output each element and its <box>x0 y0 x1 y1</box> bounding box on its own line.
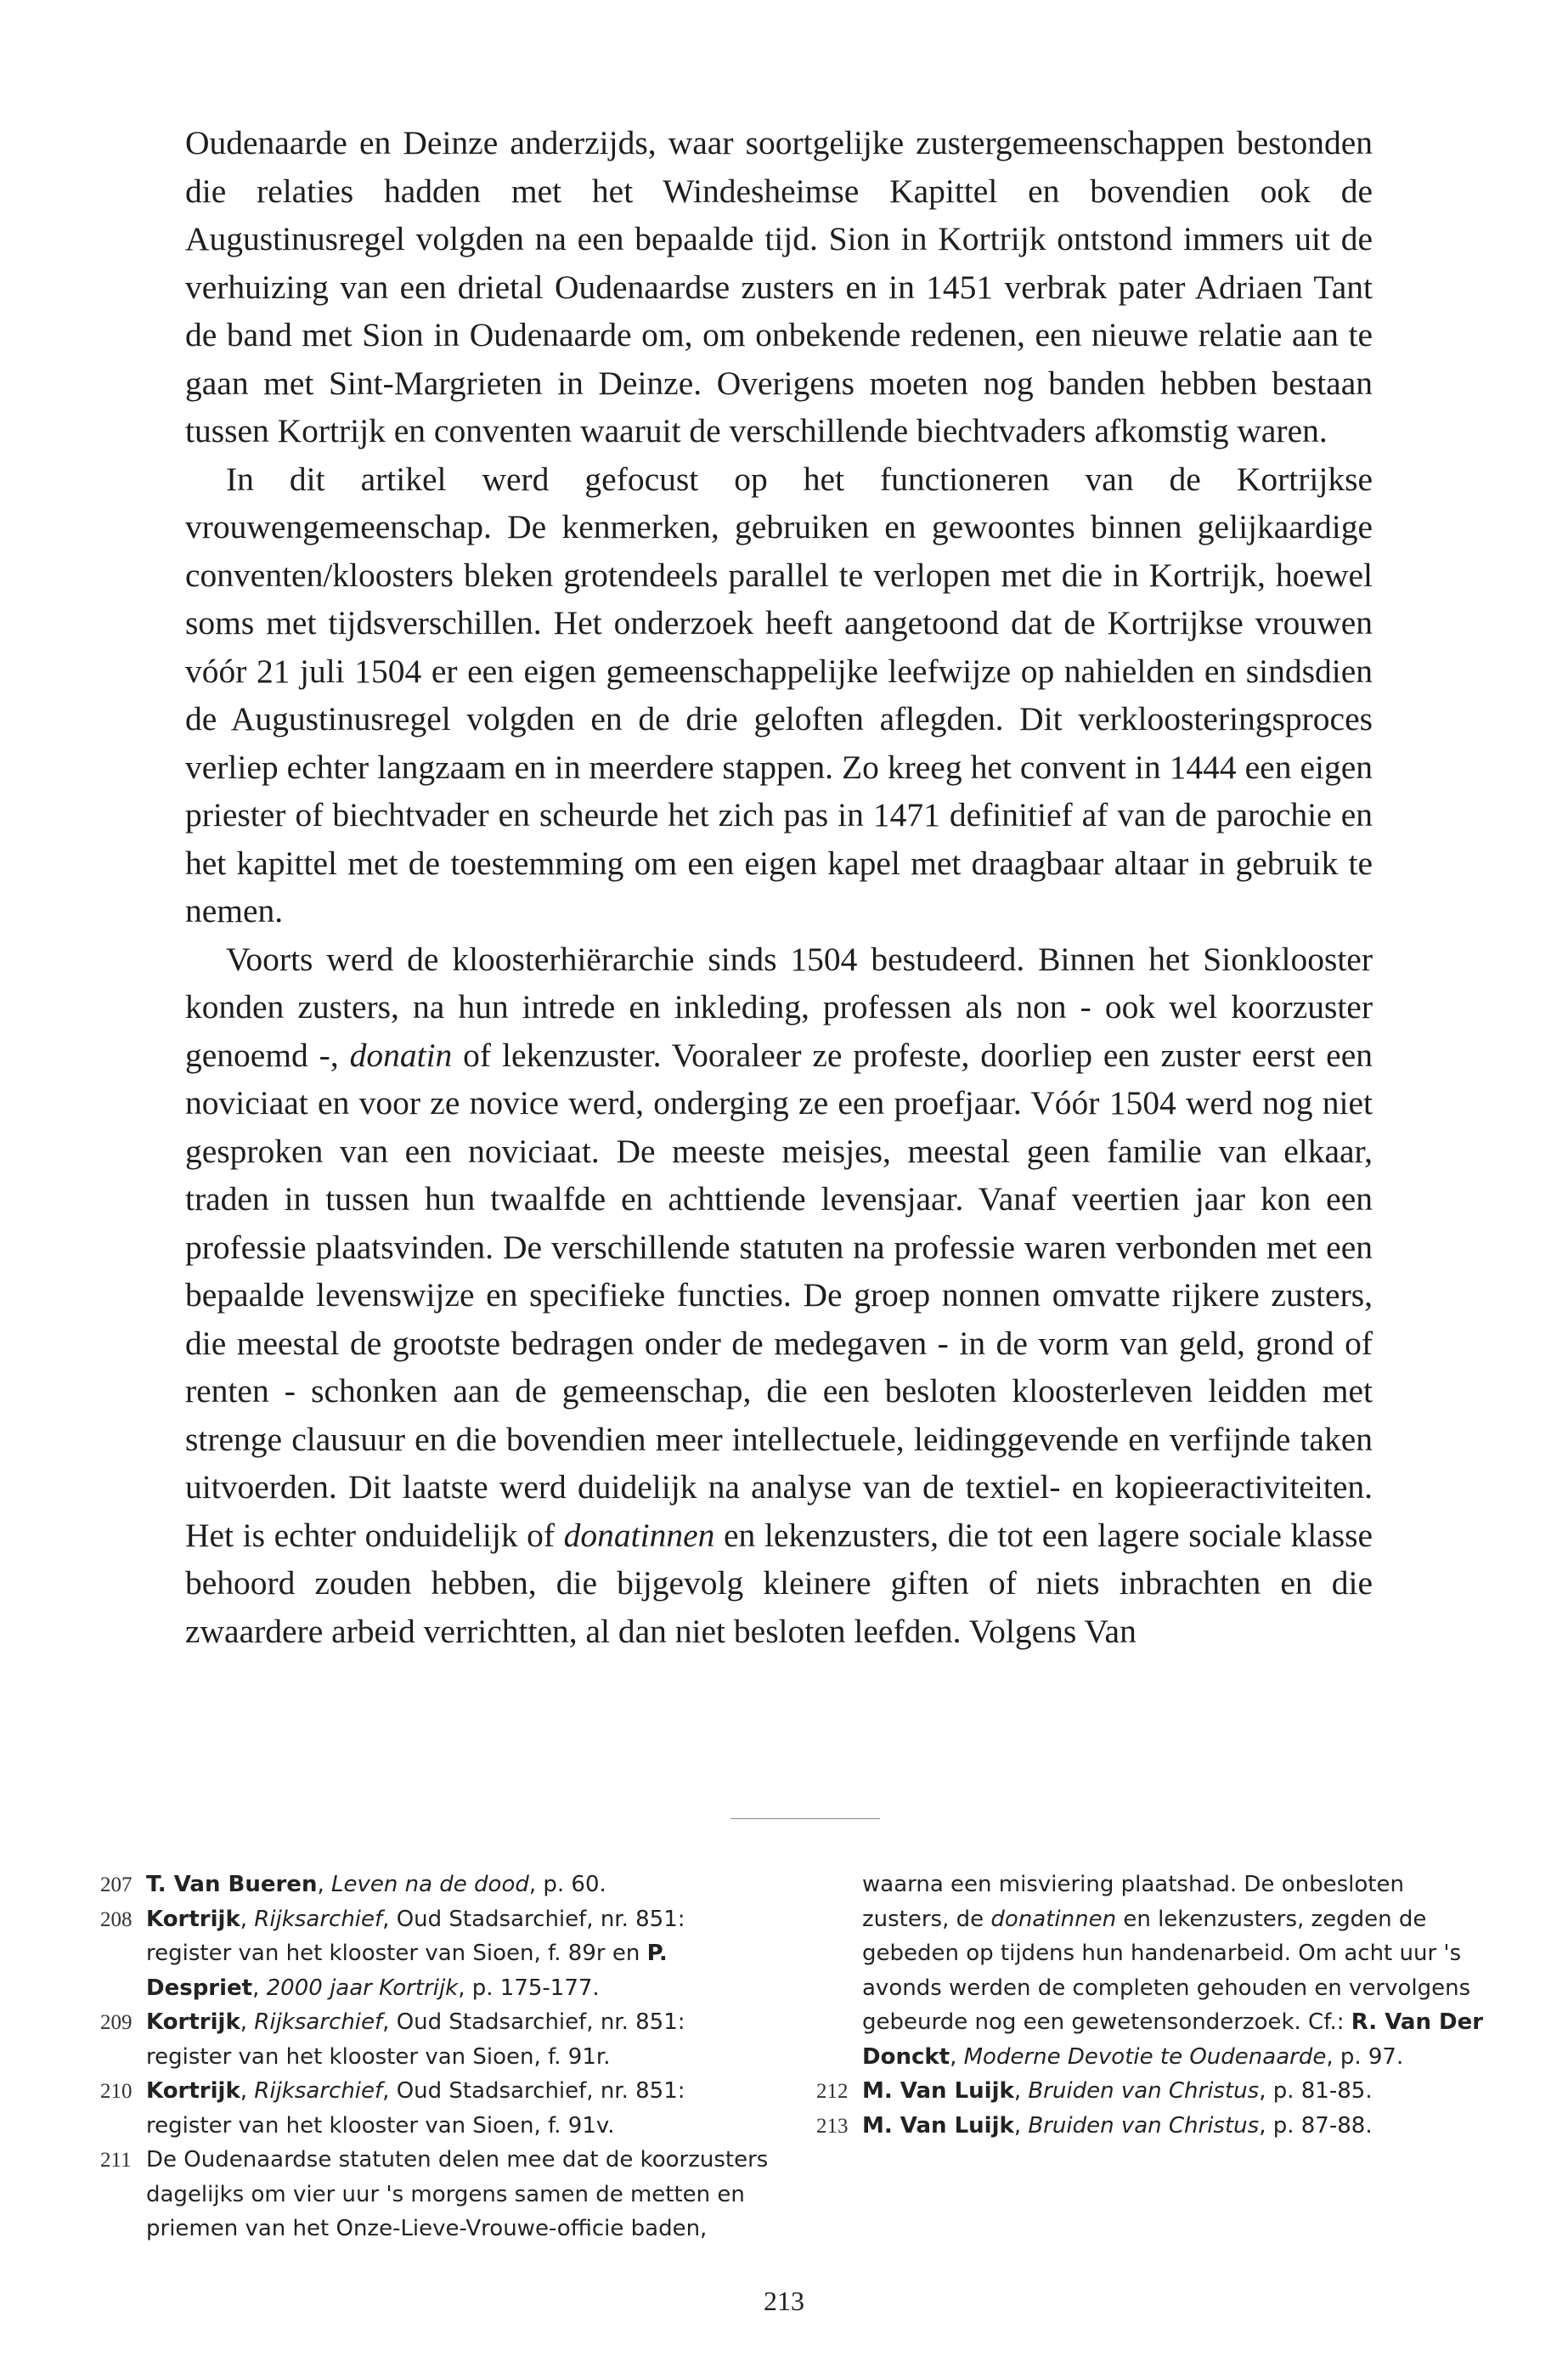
footnote-separator-comma: , <box>950 2043 964 2070</box>
footnote-italic-term: donatinnen <box>990 1906 1117 1932</box>
footnote-213 <box>816 2109 1493 2144</box>
paragraph-3 <box>185 935 1373 1656</box>
footnote-rest: , p. 175-177. <box>458 1975 600 2001</box>
footnote-title: Bruiden van Christus <box>1028 2112 1260 2139</box>
footnote-rest: , Oud Stadsarchief, nr. 851: register van het klooster van Sioen, f. 89r en <box>146 1906 685 1966</box>
footnote-212 <box>816 2074 1493 2109</box>
footnote-number: 209 <box>100 2011 133 2034</box>
paragraph-3-text-c: en lekenzusters, die tot een lagere sociale klasse behoord zouden hebben, die bijgevolg kleinere giften of niets inbrachten en die zwaardere arbeid verrichtten, al dan niet besloten leefden. Volgens Van <box>185 1516 1373 1650</box>
footnote-number: 210 <box>100 2080 133 2103</box>
footnote-number: 213 <box>816 2114 849 2138</box>
footnote-title: Rijksarchief <box>254 1906 383 1932</box>
footnote-separator-comma: , <box>252 1975 267 2001</box>
footnote-title: Leven na de dood <box>330 1872 529 1897</box>
paragraph-3-text-a: Voorts werd de kloosterhiërarchie sinds 1504 bestudeerd. Binnen het Sionklooster konden zusters, na hun intrede en inkleding, professen als non - ook wel koorzuster genoemd -, <box>185 940 1373 1074</box>
footnote-author: M. Van Luijk <box>862 2112 1014 2139</box>
footnote-208 <box>100 1902 777 2006</box>
footnote-separator-comma: , <box>317 1872 331 1897</box>
footnote-rest: , p. 97. <box>1326 2043 1404 2070</box>
paragraph-2 <box>185 455 1373 935</box>
footnote-author: Kortrijk <box>146 2078 240 2104</box>
footnote-title: Rijksarchief <box>254 2078 383 2104</box>
footnote-author: R. Van Der Donckt <box>862 2009 1484 2070</box>
footnote-separator-comma: , <box>240 1906 255 1932</box>
footnote-author: Kortrijk <box>146 2009 240 2035</box>
footnote-author: P. Despriet <box>146 1941 668 2001</box>
footnote-separator-comma: , <box>240 2078 255 2104</box>
footnote-separator-comma: , <box>1013 2078 1029 2104</box>
footnote-number: 211 <box>100 2149 132 2172</box>
footnote-author: T. Van Bueren <box>146 1872 318 1897</box>
footnote-rest: , p. 81-85. <box>1259 2078 1373 2104</box>
footnote-210 <box>100 2074 777 2143</box>
footnote-text: en lekenzusters, zegden de gebeden op tijdens hun handenarbeid. Om acht uur 's avonds werden de completen gehouden en vervolgens gebeurde nog een gewetensonderzoek. Cf.: <box>862 1906 1471 2035</box>
footnote-title: Rijksarchief <box>254 2009 383 2035</box>
footnote-207 <box>100 1868 777 1902</box>
footnote-209 <box>100 2005 777 2074</box>
footnote-rest: , p. 87-88. <box>1259 2112 1373 2139</box>
footnote-text: De Oudenaardse statuten delen mee dat de koorzusters dagelijks om vier uur 's morgens samen de metten en priemen van het Onze-Lieve-Vrouwe-officie baden, waarna een misviering plaatshad. De onbesloten zusters, de <box>146 1872 1404 2241</box>
footnote-separator-comma: , <box>240 2009 255 2035</box>
paragraph-3-italic-donatin: donatin <box>349 1036 453 1074</box>
footnote-rest: , p. 60. <box>528 1872 606 1897</box>
paragraph-1-text: Oudenaarde en Deinze anderzijds, waar soortgelijke zustergemeenschappen bestonden die relaties hadden met het Windesheimse Kapittel en bovendien ook de Augustinusregel volgden na een bepaalde tijd. Sion in Kortrijk ontstond immers uit de verhuizing van een drietal Oudenaardse zusters en in 1451 verbrak pater Adriaen Tant de band met Sion in Oudenaarde om, om onbekende redenen, een nieuwe relatie aan te gaan met Sint-Margrieten in Deinze. Overigens moeten nog banden hebben bestaan tussen Kortrijk en conventen waaruit de verschillende biechtvaders afkomstig waren. <box>185 124 1373 449</box>
footnote-separator-comma: , <box>1013 2112 1029 2139</box>
paragraph-3-text-b: of lekenzuster. Vooraleer ze profeste, doorliep een zuster eerst een noviciaat en voor ze novice werd, onderging ze een proefjaar. Vóór 1504 werd nog niet gesproken van een noviciaat. De meeste meisjes, meestal geen familie van elkaar, traden in tussen hun twaalfde en achttiende levensjaar. Vanaf veertien jaar kon een professie plaatsvinden. De verschillende statuten na professie waren verbonden met een bepaalde levenswijze en specifieke functies. De groep nonnen omvatte rijkere zusters, die meestal de grootste bedragen onder de medegaven - in de vorm van geld, grond of renten - schonken aan de gemeenschap, die een besloten kloosterleven leidden met strenge clausuur en die bovendien meer intellectuele, leidinggevende en verfijnde taken uitvoerden. Dit laatste werd duidelijk na analyse van de textiel- en kopieeractiviteiten. Het is echter onduidelijk of <box>185 1036 1373 1554</box>
paragraph-2-text: In dit artikel werd gefocust op het functioneren van de Kortrijkse vrouwengemeenschap. De kenmerken, gebruiken en gewoontes binnen gelijkaardige conventen/kloosters bleken grotendeels parallel te verlopen met die in Kortrijk, hoewel soms met tijdsverschillen. Het onderzoek heeft aangetoond dat de Kortrijkse vrouwen vóór 21 juli 1504 er een eigen gemeenschappelijke leefwijze op nahielden en sindsdien de Augustinusregel volgden en de drie geloften aflegden. Dit verkloosteringsproces verliep echter langzaam en in meerdere stappen. Zo kreeg het convent in 1444 een eigen priester of biechtvader en scheurde het zich pas in 1471 definitief af van de parochie en het kapittel met de toestemming om een eigen kapel met draagbaar altaar in gebruik te nemen. <box>185 460 1373 930</box>
page-number: 213 <box>764 2286 804 2316</box>
footnote-number: 207 <box>100 1873 133 1896</box>
footnotes-area <box>100 1868 1493 2275</box>
footnote-rest: , Oud Stadsarchief, nr. 851: register van het klooster van Sioen, f. 91r. <box>146 2009 685 2070</box>
paragraph-1 <box>185 119 1373 455</box>
footnote-title: 2000 jaar Kortrijk <box>266 1975 459 2001</box>
footnote-title: Bruiden van Christus <box>1028 2078 1260 2104</box>
footnote-author: Kortrijk <box>146 1906 240 1932</box>
footnote-number: 208 <box>100 1907 133 1931</box>
footnote-separator <box>730 1818 880 1819</box>
footnote-number: 212 <box>816 2080 849 2103</box>
main-text-block <box>185 119 1373 1655</box>
paragraph-3-italic-donatinnen: donatinnen <box>563 1516 715 1554</box>
footnote-rest: , Oud Stadsarchief, nr. 851: register van het klooster van Sioen, f. 91v. <box>146 2078 685 2139</box>
footnote-title: Moderne Devotie te Oudenaarde <box>963 2043 1327 2070</box>
footnote-author: M. Van Luijk <box>862 2078 1014 2104</box>
